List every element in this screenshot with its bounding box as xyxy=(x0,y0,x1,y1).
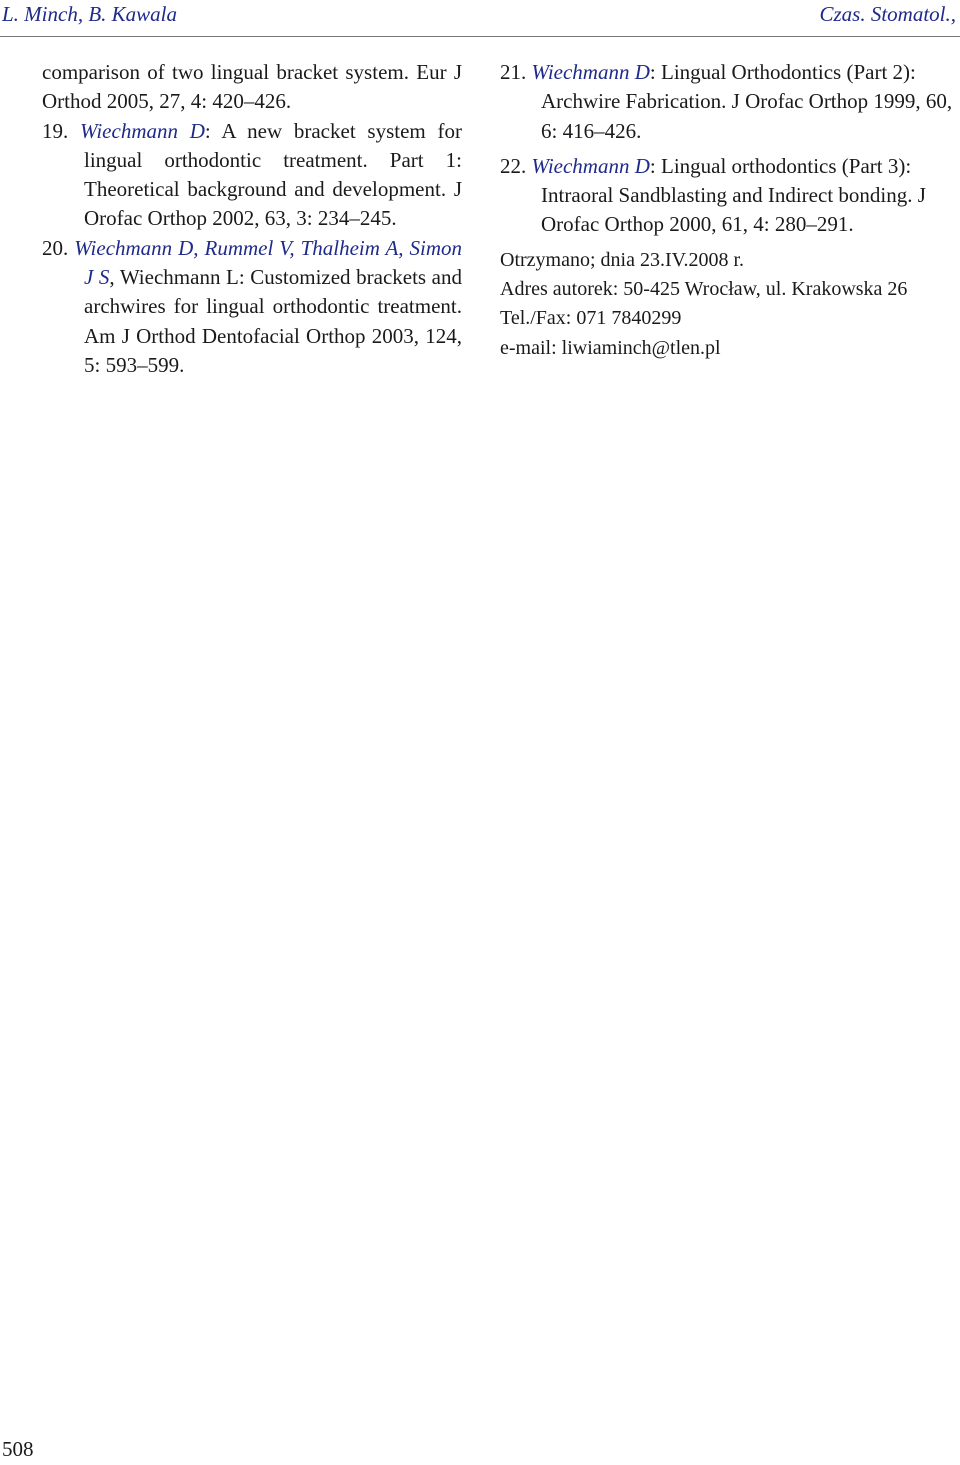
page-number: 508 xyxy=(2,1437,34,1461)
reference-authors: Wiechmann D xyxy=(531,60,650,84)
reference-authors: Wiechmann D, Rummel V, Thalheim A, Simon J S xyxy=(74,235,463,290)
reference-21 xyxy=(500,58,958,146)
reference-number: 20. xyxy=(42,235,69,260)
author-email[interactable]: e-mail: liwiaminch@tlen.pl xyxy=(500,336,721,359)
right-column xyxy=(500,58,958,363)
reference-text: , Wiechmann L: Customized brackets and archwires for lingual orthodontic treatment. Am J Orthod Dentofacial Orthop 2003, 124, 5: 593–599. xyxy=(84,265,462,377)
reference-number: 22. xyxy=(500,153,527,178)
reference-text: : Lingual orthodontics (Part 3): Intraoral Sandblasting and Indirect bonding. J Orofac Orthop 2000, 61, 4: 280–291. xyxy=(541,153,926,237)
reference-20 xyxy=(42,234,462,380)
received-date: Otrzymano; dnia 23.IV.2008 r. xyxy=(500,248,745,271)
author-address: Adres autorek: 50-425 Wrocław, ul. Krakowska 26 xyxy=(500,278,908,301)
reference-authors: Wiechmann D xyxy=(80,118,205,143)
reference-continuation: comparison of two lingual bracket system. Eur J Orthod 2005, 27, 4: 420–426. xyxy=(42,60,462,114)
reference-22 xyxy=(500,152,958,240)
reference-authors: Wiechmann D xyxy=(531,153,650,178)
running-head-journal: Czas. Stomatol., xyxy=(819,2,956,26)
reference-19 xyxy=(42,117,462,234)
running-head-authors: L. Minch, B. Kawala xyxy=(2,2,178,26)
reference-text: : Lingual Orthodontics (Part 2): Archwire Fabrication. J Orofac Orthop 1999, 60, 6: 416–426. xyxy=(541,60,953,143)
reference-number: 19. xyxy=(42,118,69,143)
author-phone: Tel./Fax: 071 7840299 xyxy=(500,307,682,330)
left-column xyxy=(42,58,462,380)
header-rule xyxy=(0,36,960,37)
reference-number: 21. xyxy=(500,60,527,84)
reference-text: : A new bracket system for lingual orthodontic treatment. Part 1: Theoretical background and development. J Orofac Orthop 2002, 63, 3: 234–245. xyxy=(84,118,462,231)
